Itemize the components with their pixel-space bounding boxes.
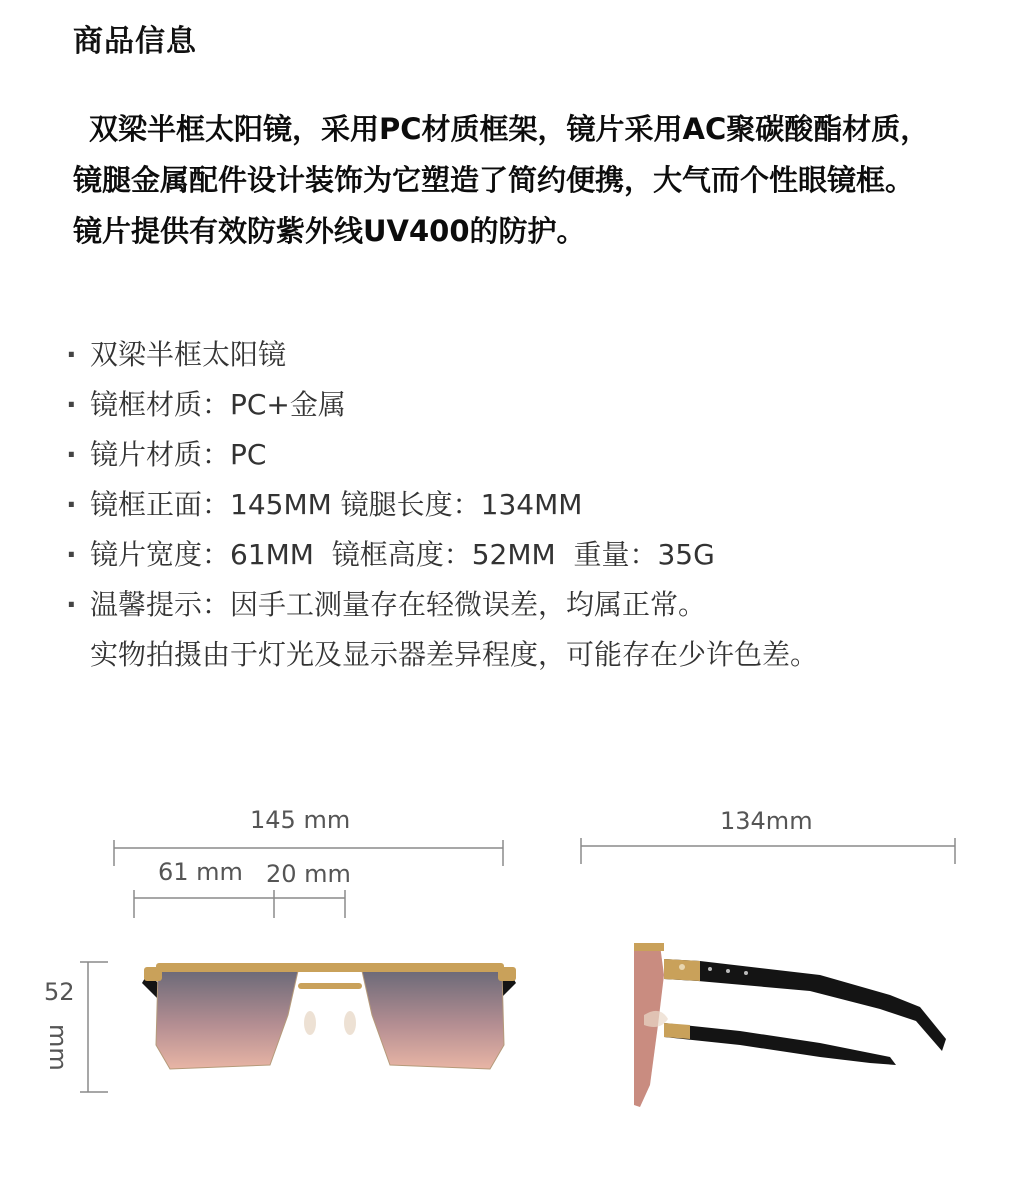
sunglasses-side-image — [620, 935, 960, 1115]
spec-item: · 温馨提示：因手工测量存在轻微误差，均属正常。 — [66, 580, 996, 630]
bullet-icon: · — [66, 538, 77, 571]
description-line: 镜腿金属配件设计装饰为它塑造了简约便携，大气而个性眼镜框。 — [73, 163, 915, 197]
height-value-label: 52 — [44, 978, 75, 1006]
spec-item: · 双梁半框太阳镜 — [66, 330, 996, 380]
spec-item: · 镜片宽度：61MM 镜框高度：52MM 重量：35G — [66, 530, 996, 580]
description-line: 镜片提供有效防紫外线UV400的防护。 — [73, 214, 586, 248]
spec-item: · 镜片材质：PC — [66, 430, 996, 480]
front-width-label: 145 mm — [250, 806, 351, 834]
bullet-icon: · — [66, 338, 77, 371]
bridge-width-label: 20 mm — [266, 860, 351, 888]
sunglasses-front-image — [130, 945, 530, 1105]
temple-length-label: 134mm — [720, 807, 813, 835]
height-unit-label: mm — [44, 1024, 72, 1071]
spec-item: · 镜框正面：145MM 镜腿长度：134MM — [66, 480, 996, 530]
bullet-icon: · — [66, 588, 77, 621]
bullet-icon: · — [66, 438, 77, 471]
lens-width-label: 61 mm — [158, 858, 243, 886]
description-line: 双梁半框太阳镜，采用PC材质框架，镜片采用AC聚碳酸酯材质， — [89, 112, 930, 146]
bullet-icon: · — [66, 488, 77, 521]
bullet-icon: · — [66, 388, 77, 421]
spec-item-continued: 实物拍摄由于灯光及显示器差异程度，可能存在少许色差。 — [90, 638, 819, 671]
section-heading: 商品信息 — [73, 24, 197, 59]
spec-item: · 镜框材质：PC+金属 — [66, 380, 996, 430]
